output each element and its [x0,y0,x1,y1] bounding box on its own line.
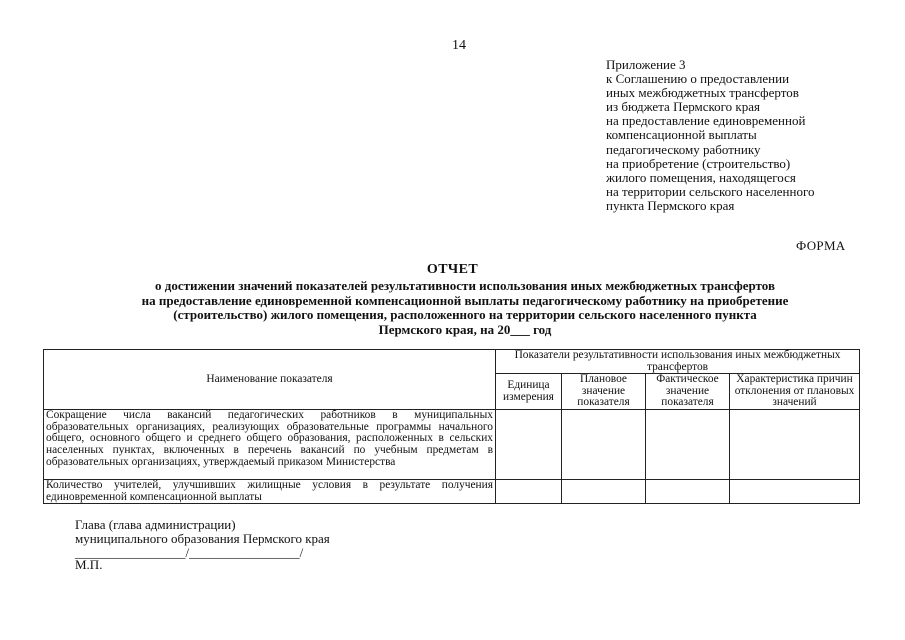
column-header-unit: Единица измерения [496,374,562,410]
column-header-actual: Фактическое значение показателя [646,374,730,410]
column-group-header-performance: Показатели результативности использования иных межбюджетных трансфертов [496,350,860,374]
report-subtitle-line: о достижении значений показателей результативности использования иных межбюджетных трансфертов [155,278,775,293]
column-header-deviation: Характеристика причин отклонения от плановых значений [730,374,860,410]
appendix-line: иных межбюджетных трансфертов [606,85,799,101]
signature-line: муниципального образования Пермского края [75,531,330,546]
appendix-line: на территории сельского населенного [606,183,815,199]
table-row [44,480,860,504]
appendix-line: педагогическому работнику [606,141,761,157]
report-subtitle [70,279,860,337]
report-title: ОТЧЕТ [426,262,479,277]
appendix-reference [606,58,876,213]
indicator-name-cell: Количество учителей, улучшивших жилищные условия в результате получения единовременной компенсационной выплаты [44,480,496,504]
column-header-planned: Плановое значение показателя [562,374,646,410]
unit-cell[interactable] [496,480,562,504]
appendix-line: Приложение 3 [606,57,686,72]
appendix-line: из бюджета Пермского края [606,99,761,115]
actual-value-cell[interactable] [646,410,730,480]
unit-cell[interactable] [496,410,562,480]
planned-value-cell[interactable] [562,410,646,480]
report-subtitle-line: Пермского края, на 20___ год [378,321,552,337]
indicators-table-container [43,349,859,504]
appendix-line: компенсационной выплаты [606,127,757,143]
report-subtitle-line: (строительство) жилого помещения, расположенного на территории сельского населенного пункта [173,307,757,323]
deviation-reason-cell[interactable] [730,410,860,480]
deviation-reason-cell[interactable] [730,480,860,504]
page-number: 14 [452,38,466,53]
table-header-row [44,350,860,374]
report-subtitle-line: на предоставление единовременной компенсационной выплаты педагогическому работнику на приобретение [141,292,789,308]
signature-block [75,518,330,560]
form-label: ФОРМА [796,238,846,253]
table-row [44,410,860,480]
appendix-line: на приобретение (строительство) [606,155,791,171]
appendix-line: на предоставление единовременной [606,113,806,129]
appendix-line: пункта Пермского края [606,197,735,213]
signature-line: Глава (глава администрации) [75,517,236,532]
seal-placeholder: М.П. [75,557,103,572]
signature-fill-line[interactable]: _________________/_________________/ [75,545,304,560]
indicators-table [43,349,860,504]
actual-value-cell[interactable] [646,480,730,504]
indicator-name-cell: Сокращение числа вакансий педагогических работников в муниципальных образовательных организациях, реализующих образовательные программы начального общего, основного общего и среднего общего образования, расположенных в сельских населенных пунктах, включенных в перечень вакансий по учебным предметам в образовательных организациях, утверждаемый приказом Министерства [44,410,496,480]
planned-value-cell[interactable] [562,480,646,504]
column-header-indicator-name: Наименование показателя [44,350,496,410]
appendix-line: к Соглашению о предоставлении [606,71,790,87]
appendix-line: жилого помещения, находящегося [606,169,796,185]
